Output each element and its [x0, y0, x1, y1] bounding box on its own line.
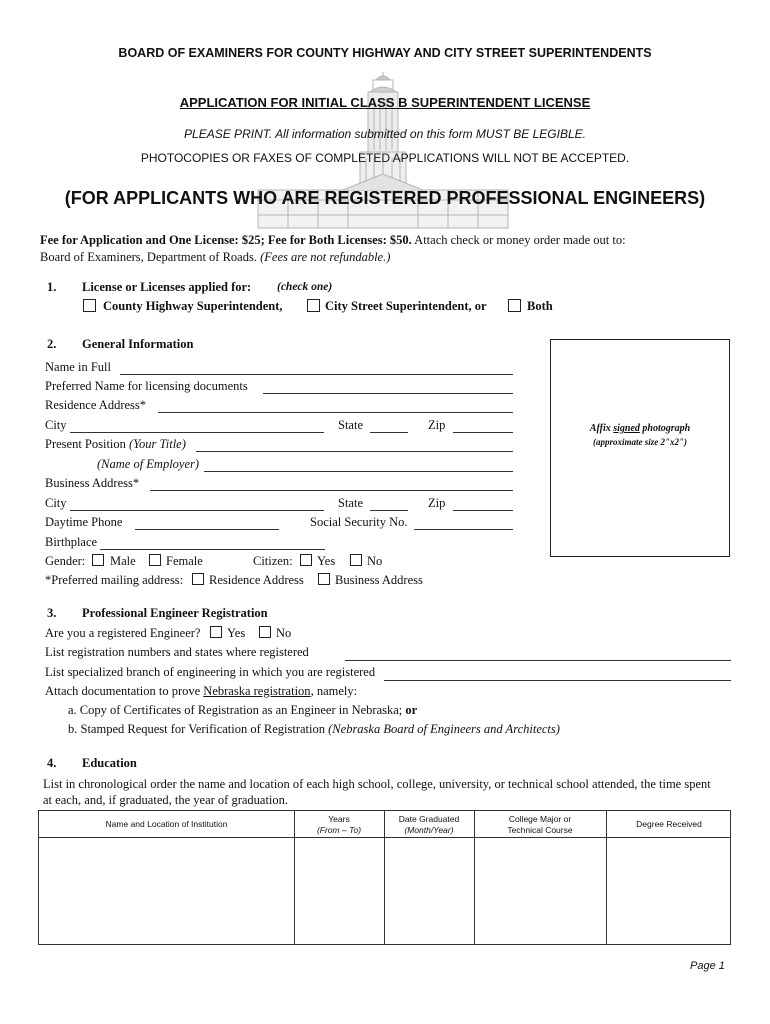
both-licenses-label: Both	[527, 299, 553, 313]
business-address-label: Business Address*	[45, 476, 140, 490]
daytime-phone-field[interactable]	[135, 529, 279, 530]
col-degree-header: Degree Received	[636, 819, 702, 829]
col-years-header: Years (From – To)	[316, 814, 362, 835]
employer-label: (Name of Employer)	[97, 457, 200, 471]
ssn-label: Social Security No.	[310, 515, 408, 529]
present-position-label: Present Position (Your Title)	[45, 437, 186, 451]
engineer-no-checkbox[interactable]	[259, 626, 271, 638]
education-table[interactable]	[38, 810, 731, 945]
ssn-field[interactable]	[414, 529, 513, 530]
present-position-field[interactable]	[196, 451, 513, 452]
registered-engineer-question: Are you a registered Engineer?	[45, 626, 201, 640]
section-1-title: License or Licenses applied for:	[82, 280, 252, 294]
photocopies-notice: PHOTOCOPIES OR FAXES OF COMPLETED APPLICATIONS WILL NOT BE ACCEPTED.	[140, 151, 630, 165]
section-4-number: 4.	[47, 756, 57, 770]
board-title: BOARD OF EXAMINERS FOR COUNTY HIGHWAY AND CITY STREET SUPERINTENDENTS	[118, 46, 652, 60]
daytime-phone-label: Daytime Phone	[45, 515, 123, 529]
zip-2-label: Zip	[428, 496, 446, 510]
affix-photo-note: Affix signed photograph	[589, 423, 691, 434]
employer-field[interactable]	[204, 471, 513, 472]
mailing-residence-checkbox[interactable]	[192, 573, 204, 585]
birthplace-field[interactable]	[100, 549, 325, 550]
state-2-label: State	[338, 496, 363, 510]
registration-numbers-label: List registration numbers and states where registered	[45, 645, 309, 659]
citizen-no-checkbox[interactable]	[350, 554, 362, 566]
citizen-yes-checkbox[interactable]	[300, 554, 312, 566]
state-label: State	[338, 418, 363, 432]
male-label: Male	[110, 554, 136, 568]
engineer-yes-checkbox[interactable]	[210, 626, 222, 638]
photograph-box[interactable]	[550, 339, 730, 557]
citizen-no-label: No	[367, 554, 383, 568]
citizen-yes-label: Yes	[317, 554, 336, 568]
photo-size-note: (approximate size 2"x2")	[593, 437, 687, 447]
section-2-number: 2.	[47, 337, 57, 351]
engineer-no-label: No	[276, 626, 292, 640]
mailing-business-label: Business Address	[335, 573, 423, 587]
check-one-note: (check one)	[277, 281, 333, 293]
gender-label: Gender:	[45, 554, 86, 568]
state-field[interactable]	[370, 432, 408, 433]
name-full-label: Name in Full	[45, 360, 111, 374]
engineering-branch-label: List specialized branch of engineering in which you are registered	[45, 665, 376, 679]
fee-line-1: Fee for Application and One License: $25; Fee for Both Licenses: $50. Attach check or money order made out to:	[40, 233, 626, 247]
attach-documentation-text: Attach documentation to prove Nebraska registration, namely:	[45, 684, 358, 698]
engineering-branch-field[interactable]	[384, 680, 731, 681]
name-full-field[interactable]	[120, 374, 513, 375]
state-2-field[interactable]	[370, 510, 408, 511]
residence-address-label: Residence Address*	[45, 398, 147, 412]
mailing-residence-label: Residence Address	[209, 573, 304, 587]
mailing-address-label: *Preferred mailing address:	[45, 573, 184, 587]
please-print-notice: PLEASE PRINT. All information submitted on this form MUST BE LEGIBLE.	[184, 127, 586, 141]
section-2-title: General Information	[82, 337, 194, 351]
section-3-number: 3.	[47, 606, 57, 620]
preferred-name-label: Preferred Name for licensing documents	[45, 379, 248, 393]
city-2-label: City	[45, 496, 67, 510]
fee-line-2: Board of Examiners, Department of Roads. (Fees are not refundable.)	[40, 250, 391, 264]
page-number: Page 1	[690, 960, 725, 972]
section-1-number: 1.	[47, 280, 57, 294]
application-title: APPLICATION FOR INITIAL CLASS B SUPERINTENDENT LICENSE	[179, 95, 591, 110]
city-street-checkbox[interactable]	[307, 299, 320, 312]
documentation-item-a: a. Copy of Certificates of Registration as an Engineer in Nebraska; or	[68, 703, 418, 717]
mailing-business-checkbox[interactable]	[318, 573, 330, 585]
city-label: City	[45, 418, 67, 432]
county-highway-checkbox[interactable]	[83, 299, 96, 312]
residence-address-field[interactable]	[158, 412, 513, 413]
preferred-name-field[interactable]	[263, 393, 513, 394]
zip-field[interactable]	[453, 432, 513, 433]
birthplace-label: Birthplace	[45, 535, 98, 549]
column-divider	[606, 811, 607, 944]
engineer-yes-label: Yes	[227, 626, 246, 640]
education-description-line-1: List in chronological order the name and location of each high school, college, university, or technical school attended, the time spent	[43, 777, 711, 791]
applicants-heading: (FOR APPLICANTS WHO ARE REGISTERED PROFESSIONAL ENGINEERS)	[64, 188, 706, 208]
both-licenses-checkbox[interactable]	[508, 299, 521, 312]
col-date-graduated-header: Date Graduated (Month/Year)	[398, 814, 460, 835]
documentation-item-b: b. Stamped Request for Verification of Registration (Nebraska Board of Engineers and Architects)	[68, 722, 560, 736]
zip-label: Zip	[428, 418, 446, 432]
section-4-title: Education	[82, 756, 137, 770]
col-major-header: College Major or Technical Course	[507, 814, 573, 835]
section-3-title: Professional Engineer Registration	[82, 606, 268, 620]
female-label: Female	[166, 554, 203, 568]
city-field[interactable]	[70, 432, 324, 433]
zip-2-field[interactable]	[453, 510, 513, 511]
col-institution-header: Name and Location of Institution	[105, 819, 228, 829]
registration-numbers-field[interactable]	[345, 660, 731, 661]
citizen-label: Citizen:	[253, 554, 293, 568]
male-checkbox[interactable]	[92, 554, 104, 566]
city-street-label: City Street Superintendent, or	[325, 299, 487, 313]
city-2-field[interactable]	[70, 510, 324, 511]
county-highway-label: County Highway Superintendent,	[103, 299, 283, 313]
business-address-field[interactable]	[150, 490, 513, 491]
education-description-line-2: at each, and, if graduated, the year of graduation.	[43, 793, 289, 807]
female-checkbox[interactable]	[149, 554, 161, 566]
